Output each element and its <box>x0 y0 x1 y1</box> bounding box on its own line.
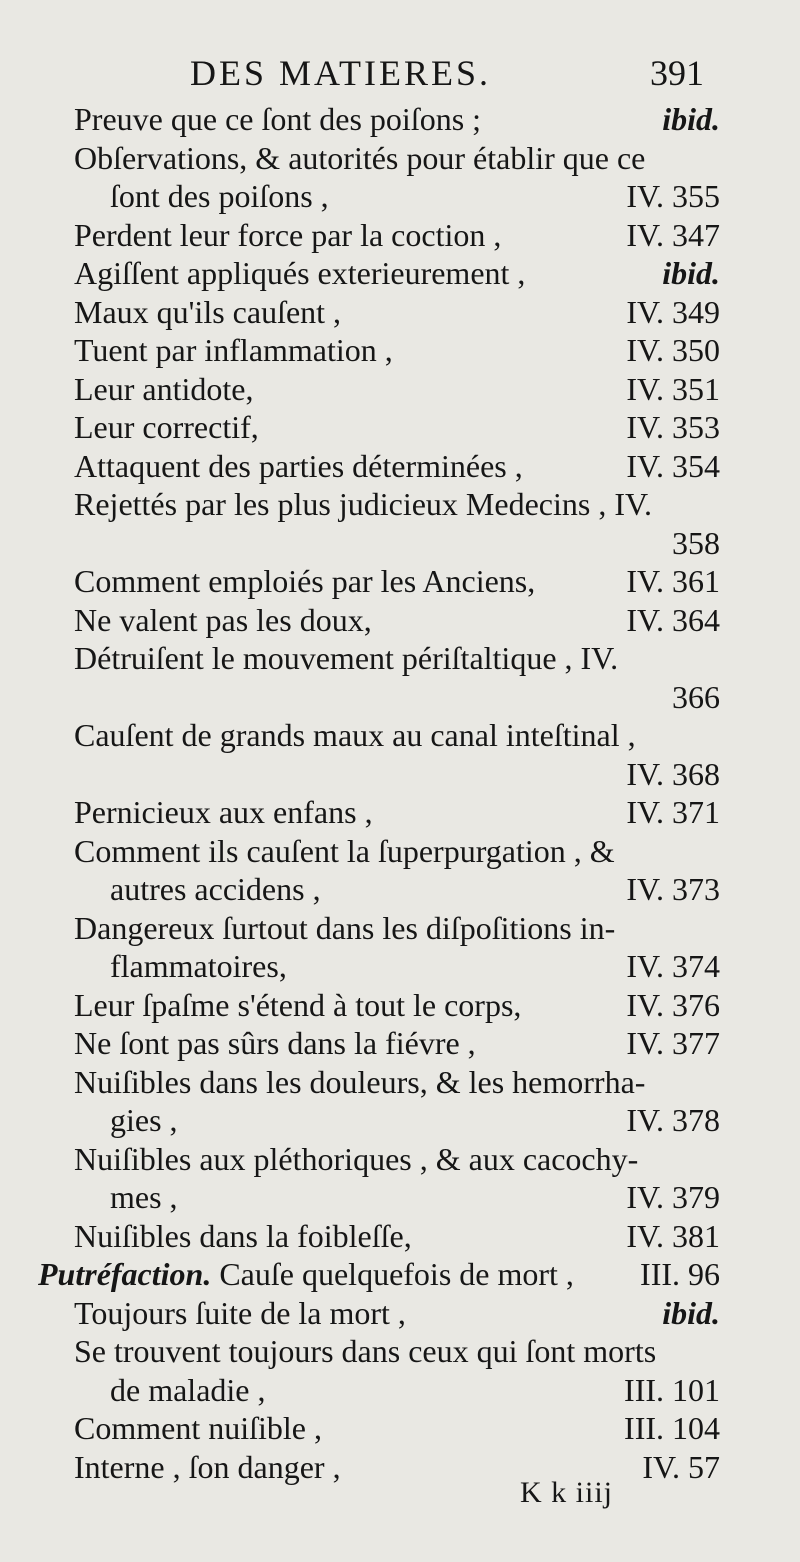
index-line: Cauſent de grands maux au canal inteſtinal , <box>74 717 636 753</box>
index-line: Détruiſent le mouvement périſtaltique , IV. <box>74 640 619 676</box>
index-line: gies , IV. 378 <box>110 1102 720 1138</box>
page-number: 391 <box>650 53 704 93</box>
index-line: flammatoires, IV. 374 <box>110 948 720 984</box>
index-line: Obſervations, & autorités pour établir que ce <box>74 139 646 176</box>
index-line: 358 <box>672 524 720 561</box>
index-line: Nuiſibles dans les douleurs, & les hemorrha- <box>74 1063 646 1100</box>
running-title: DES MATIERES. <box>190 53 492 93</box>
index-line: Maux qu'ils cauſent , IV. 349 <box>74 293 720 330</box>
index-line: mes , IV. 379 <box>110 1179 720 1215</box>
running-header <box>0 52 800 102</box>
signature-mark: K k iiij <box>520 1476 614 1509</box>
index-line: Dangereux ſurtout dans les diſpoſitions in- <box>74 909 616 946</box>
index-line: Interne , ſon danger , IV. 57 <box>74 1448 720 1485</box>
index-line: Tuent par inflammation , IV. 350 <box>74 332 720 368</box>
index-line: IV. 368 <box>626 755 720 792</box>
index-line: Toujours ſuite de la mort , ibid. <box>74 1294 720 1331</box>
index-line: Comment ils cauſent la ſuperpurgation , & <box>74 832 615 869</box>
index-line: ſont des poiſons , IV. 355 <box>110 178 720 214</box>
index-line: Preuve que ce ſont des poiſons ; ibid. <box>74 101 720 137</box>
index-line: Nuiſibles aux pléthoriques , & aux cacochy- <box>74 1140 639 1177</box>
entry-head: Putréfaction. <box>38 1256 212 1292</box>
index-line: Comment emploiés par les Anciens, IV. 361 <box>74 563 720 599</box>
index-line: de maladie , III. 101 <box>110 1371 720 1408</box>
index-line: Agiſſent appliqués exterieurement , ibid. <box>74 255 720 291</box>
index-line: 366 <box>672 678 720 715</box>
index-line: Leur correctif, IV. 353 <box>74 409 720 445</box>
index-line: Leur antidote, IV. 351 <box>74 370 720 407</box>
index-entries <box>0 100 800 1486</box>
index-line: Attaquent des parties déterminées , IV. 354 <box>74 447 720 484</box>
index-line: Pernicieux aux enfans , IV. 371 <box>74 794 720 830</box>
index-line: Se trouvent toujours dans ceux qui ſont morts <box>74 1333 657 1369</box>
index-line: Leur ſpaſme s'étend à tout le corps, IV. 376 <box>74 986 720 1023</box>
index-line: Nuiſibles dans la foibleſſe, IV. 381 <box>74 1217 720 1254</box>
index-line: Ne ſont pas sûrs dans la fiévre , IV. 377 <box>74 1025 720 1061</box>
index-line: Ne valent pas les doux, IV. 364 <box>74 601 720 638</box>
index-main-entry: Putréfaction. Cauſe quelquefois de mort , III. 96 <box>38 1256 720 1292</box>
index-line: Comment nuiſible , III. 104 <box>74 1410 720 1446</box>
index-line: Rejettés par les plus judicieux Medecins , IV. <box>74 486 652 522</box>
index-line: Perdent leur force par la coction , IV. 347 <box>74 216 720 253</box>
index-line: autres accidens , IV. 373 <box>110 871 720 907</box>
